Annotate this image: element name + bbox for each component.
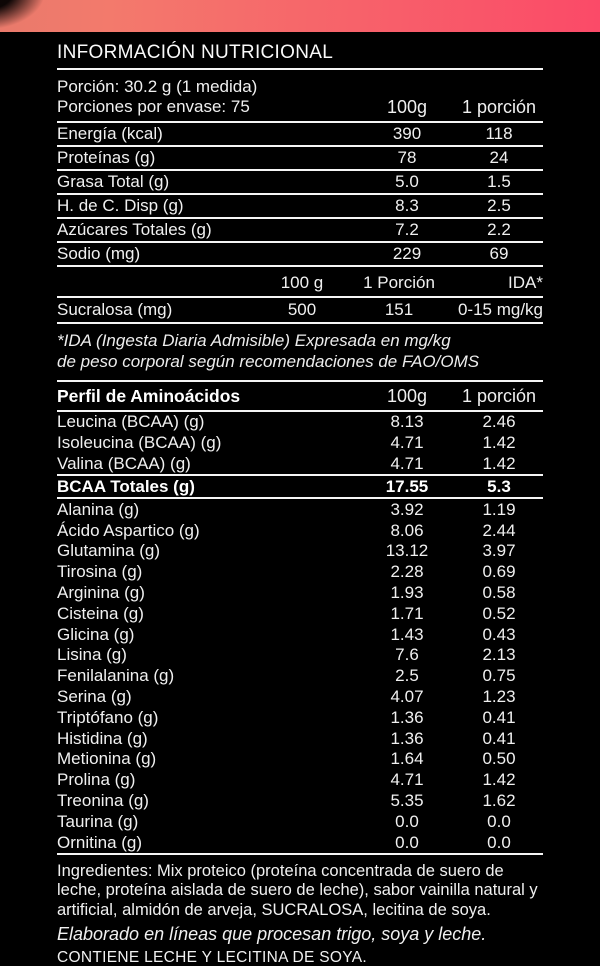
- row-label: H. de C. Disp (g): [57, 196, 184, 215]
- table-row: [57, 298, 543, 324]
- table-row: [57, 219, 543, 243]
- row-label: Fenilalanina (g): [57, 666, 175, 686]
- value-100g: 4.71: [390, 433, 424, 453]
- table-row: [57, 707, 543, 728]
- value-per-serving: 151: [384, 300, 414, 319]
- value-per-serving: 69: [489, 244, 509, 263]
- row-label: Triptófano (g): [57, 707, 159, 727]
- value-100g: 5.35: [390, 790, 424, 810]
- row-label: Leucina (BCAA) (g): [57, 412, 205, 432]
- nutrition-label: [0, 32, 600, 966]
- row-label: Sucralosa (mg): [57, 300, 173, 319]
- value-100g: 0.0: [395, 811, 419, 831]
- value-100g: 7.6: [395, 645, 419, 665]
- table-row: [57, 791, 543, 812]
- value-per-serving: 1.19: [482, 499, 516, 519]
- table-row: [57, 195, 543, 219]
- row-label: Lisina (g): [57, 645, 127, 665]
- value-per-serving: 2.46: [482, 412, 516, 432]
- value-100g: 17.55: [385, 476, 429, 496]
- value-per-serving: 1.5: [487, 172, 511, 191]
- row-label: Cisteina (g): [57, 603, 144, 623]
- row-label: Treonina (g): [57, 790, 149, 810]
- row-label: Tirosina (g): [57, 562, 143, 582]
- row-label: Alanina (g): [57, 499, 140, 519]
- value-100g: 1.36: [390, 707, 424, 727]
- row-label: Ácido Aspartico (g): [57, 520, 200, 540]
- value-per-serving: 2.2: [487, 220, 511, 239]
- value-per-serving: 2.5: [487, 196, 511, 215]
- suc-col-header-ida: IDA*: [508, 273, 543, 292]
- servings-line: Porciones por envase: 75: [57, 97, 250, 116]
- value-100g: 4.71: [390, 770, 424, 790]
- table-row: [57, 666, 543, 687]
- table-row: [57, 603, 543, 624]
- value-100g: 8.13: [390, 412, 424, 432]
- value-100g: 0.0: [395, 832, 419, 852]
- table-row: [57, 749, 543, 770]
- value-100g: 229: [392, 244, 422, 263]
- value-per-serving: 1.42: [482, 453, 516, 473]
- sucralose-table: [57, 298, 543, 324]
- value-per-serving: 0.41: [482, 728, 516, 748]
- value-100g: 1.64: [390, 749, 424, 769]
- value-100g: 2.28: [390, 562, 424, 582]
- table-row: [57, 583, 543, 604]
- value-per-serving: 24: [489, 148, 509, 167]
- value-100g: 4.07: [390, 686, 424, 706]
- row-label: BCAA Totales (g): [57, 476, 195, 496]
- value-per-serving: 0.75: [482, 666, 516, 686]
- row-label: Valina (BCAA) (g): [57, 453, 191, 473]
- row-label: Azúcares Totales (g): [57, 220, 212, 239]
- row-label: Ornitina (g): [57, 832, 143, 852]
- value-100g: 1.71: [390, 603, 424, 623]
- ida-note-line1: *IDA (Ingesta Diaria Admisible) Expresada en mg/kg: [57, 331, 451, 350]
- amino-col-header-porcion: 1 porción: [461, 386, 537, 406]
- col-header-porcion: 1 porción: [461, 97, 537, 117]
- col-header-100g: 100g: [386, 97, 428, 117]
- ida-note: [57, 331, 543, 372]
- value-per-serving: 0.58: [482, 582, 516, 602]
- suc-col-header-100g: 100 g: [280, 273, 324, 292]
- amino-table-title: Perfil de Aminoácidos: [57, 386, 241, 406]
- table-row: [57, 811, 543, 832]
- top-gradient-band: [0, 0, 600, 32]
- value-per-serving: 3.97: [482, 541, 516, 561]
- value-per-serving: 0.41: [482, 707, 516, 727]
- row-label: Sodio (mg): [57, 244, 141, 263]
- value-100g: 7.2: [395, 220, 419, 239]
- value-per-serving: 0.69: [482, 562, 516, 582]
- value-100g: 5.0: [395, 172, 419, 191]
- bcaa-rows: [57, 412, 543, 474]
- ingredients-text: Ingredientes: Mix proteico (proteína concentrada de suero de leche, proteína aislada de suero de leche), sabor vainilla natural y artificial, almidón de arveja, SUCRALOSA, lecitina de soya.: [57, 861, 538, 919]
- nutrition-table: [57, 121, 543, 267]
- row-label: Metionina (g): [57, 749, 157, 769]
- value-100g: 500: [287, 300, 317, 319]
- value-per-serving: 0.0: [487, 832, 511, 852]
- value-per-serving: 5.3: [487, 476, 511, 496]
- value-100g: 13.12: [385, 541, 429, 561]
- table-row: [57, 412, 543, 433]
- contains-statement: CONTIENE LECHE Y LECITINA DE SOYA.: [57, 949, 367, 966]
- row-label: Grasa Total (g): [57, 172, 170, 191]
- amino-col-header-100g: 100g: [386, 386, 428, 406]
- table-row: [57, 433, 543, 454]
- label-title: INFORMACIÓN NUTRICIONAL: [57, 41, 543, 70]
- value-per-serving: 1.42: [482, 433, 516, 453]
- table-row: [57, 520, 543, 541]
- value-per-serving: 1.62: [482, 790, 516, 810]
- table-row: [57, 624, 543, 645]
- value-per-serving: 0.52: [482, 603, 516, 623]
- value-per-serving: 1.23: [482, 686, 516, 706]
- row-label: Histidina (g): [57, 728, 148, 748]
- value-100g: 3.92: [390, 499, 424, 519]
- portion-line: Porción: 30.2 g (1 medida): [57, 77, 258, 96]
- value-per-serving: 2.44: [482, 520, 516, 540]
- bcaa-total-row: [57, 474, 543, 499]
- row-label: Serina (g): [57, 686, 132, 706]
- allergen-statement: Elaborado en líneas que procesan trigo, soya y leche.: [57, 924, 487, 945]
- value-per-serving: 0.50: [482, 749, 516, 769]
- sucralose-table-header: [57, 267, 543, 298]
- table-row: [57, 454, 543, 475]
- label-footer: [57, 862, 543, 966]
- value-per-serving: 1.42: [482, 770, 516, 790]
- value-ida: 0-15 mg/kg: [457, 300, 543, 319]
- amino-table-header: [57, 380, 543, 412]
- row-label: Isoleucina (BCAA) (g): [57, 433, 222, 453]
- row-label: Glicina (g): [57, 624, 135, 644]
- row-label: Glutamina (g): [57, 541, 160, 561]
- table-row: [57, 645, 543, 666]
- table-row: [57, 541, 543, 562]
- table-row: [57, 832, 543, 853]
- main-table-header: [57, 97, 543, 117]
- row-label: Prolina (g): [57, 770, 136, 790]
- table-row: [57, 243, 543, 267]
- value-per-serving: 0.43: [482, 624, 516, 644]
- value-100g: 1.93: [390, 582, 424, 602]
- value-100g: 1.43: [390, 624, 424, 644]
- ida-note-line2: de peso corporal según recomendaciones de FAO/OMS: [57, 351, 480, 371]
- table-row: [57, 687, 543, 708]
- value-per-serving: 0.0: [487, 811, 511, 831]
- value-100g: 8.3: [395, 196, 419, 215]
- value-per-serving: 118: [485, 124, 513, 143]
- suc-col-header-porcion: 1 Porción: [363, 273, 435, 292]
- table-row: [57, 123, 543, 147]
- row-label: Proteínas (g): [57, 148, 156, 167]
- table-row: [57, 770, 543, 791]
- row-label: Energía (kcal): [57, 124, 163, 143]
- value-100g: 390: [392, 124, 422, 143]
- table-row: [57, 147, 543, 171]
- table-row: [57, 728, 543, 749]
- table-row: [57, 499, 543, 520]
- value-100g: 4.71: [390, 453, 424, 473]
- value-100g: 2.5: [395, 666, 419, 686]
- amino-rows: [57, 499, 543, 855]
- table-row: [57, 562, 543, 583]
- table-row: [57, 171, 543, 195]
- value-per-serving: 2.13: [482, 645, 516, 665]
- value-100g: 78: [397, 148, 417, 167]
- row-label: Taurina (g): [57, 811, 139, 831]
- value-100g: 8.06: [390, 520, 424, 540]
- value-100g: 1.36: [390, 728, 424, 748]
- row-label: Arginina (g): [57, 582, 145, 602]
